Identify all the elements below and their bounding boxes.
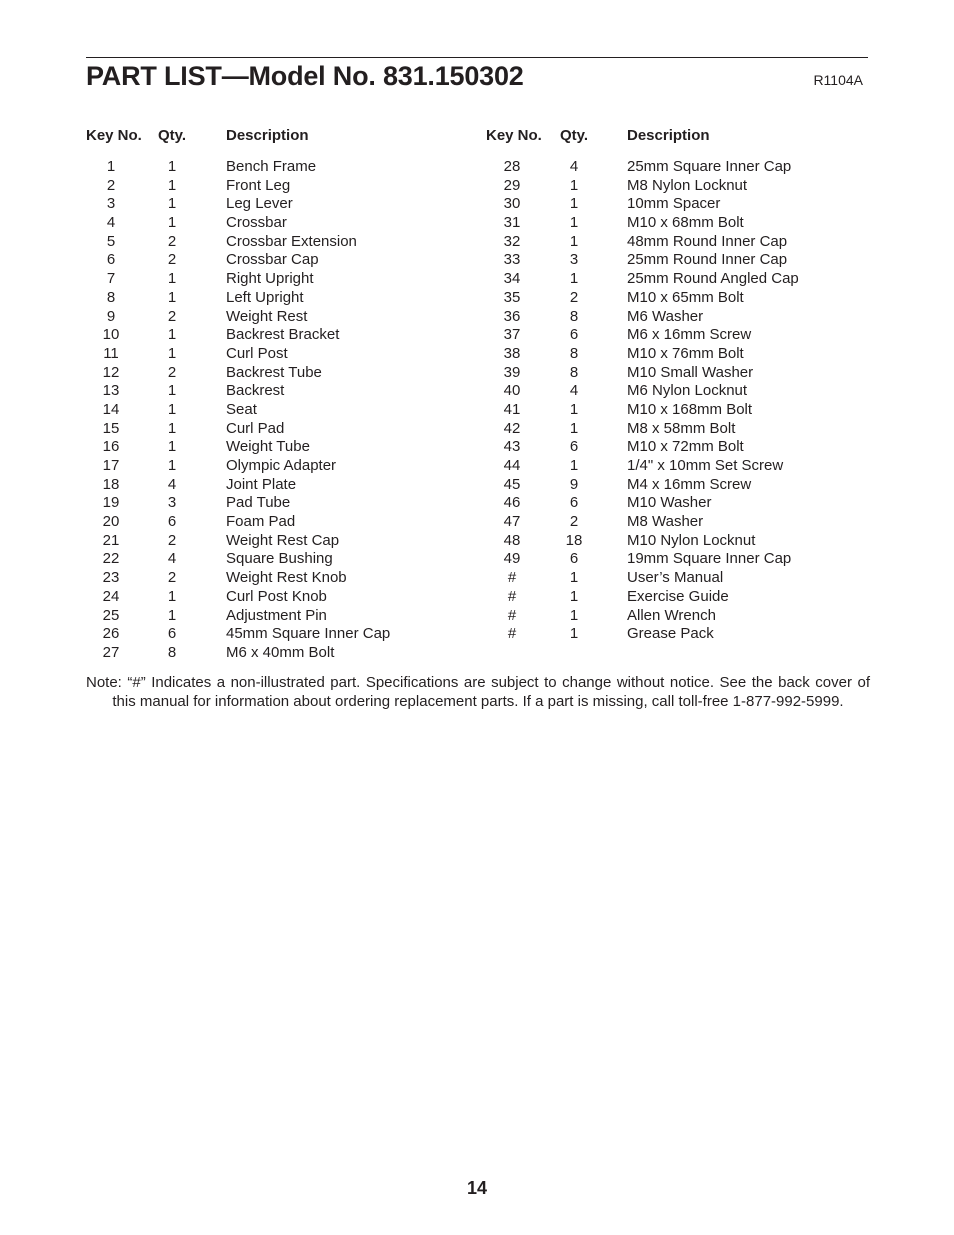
description-cell: M6 x 16mm Screw [627, 326, 752, 344]
description-cell: Joint Plate [226, 475, 297, 493]
description-cell: Adjustment Pin [226, 606, 327, 624]
qty-cell: 1 [167, 382, 177, 400]
key-no-cell: 49 [503, 550, 521, 568]
key-no-cell: 4 [106, 214, 116, 232]
description-cell: 25mm Round Inner Cap [627, 251, 788, 269]
description-cell: 19mm Square Inner Cap [627, 550, 792, 568]
table-row [86, 401, 466, 420]
key-no-cell: 14 [102, 400, 120, 418]
parts-table-left [86, 126, 466, 663]
description-cell: Seat [226, 400, 257, 418]
description-cell: 25mm Square Inner Cap [627, 158, 792, 175]
table-row [486, 588, 868, 607]
key-no-cell: 5 [106, 232, 116, 250]
qty-cell: 4 [167, 550, 177, 568]
key-no-cell: # [507, 606, 517, 624]
key-no-cell: 15 [102, 419, 120, 437]
table-row [86, 382, 466, 401]
qty-cell: 4 [569, 382, 579, 400]
key-no-cell: 22 [102, 550, 120, 568]
key-no-cell: 45 [503, 475, 521, 493]
key-no-cell: 8 [106, 288, 116, 306]
key-no-cell: 28 [503, 158, 521, 175]
qty-cell: 1 [167, 158, 177, 175]
qty-cell: 6 [569, 438, 579, 456]
table-row [486, 532, 868, 551]
description-cell: Bench Frame [226, 158, 317, 175]
footnote: Note: “#” Indicates a non-illustrated part. Specifications are subject to change without notice. See the back cover of this manual for information about ordering replacement parts. If a part is missing, call toll-free 1-877-992-5999. [86, 674, 870, 710]
description-header: Description [627, 127, 710, 144]
table-row [486, 289, 868, 308]
table-row [486, 308, 868, 327]
table-row [86, 308, 466, 327]
qty-cell: 1 [167, 587, 177, 605]
table-row [86, 569, 466, 588]
qty-cell: 8 [167, 643, 177, 661]
qty-cell: 6 [167, 513, 177, 531]
description-cell: M8 Washer [627, 513, 704, 531]
page-title: PART LIST—Model No. 831.150302 [86, 61, 524, 91]
key-no-cell: 43 [503, 438, 521, 456]
qty-cell: 6 [167, 625, 177, 643]
qty-cell: 1 [167, 326, 177, 344]
description-cell: 45mm Square Inner Cap [226, 625, 391, 643]
table-body [486, 158, 868, 644]
key-no-cell: 2 [106, 176, 116, 194]
key-no-cell: 44 [503, 457, 521, 474]
qty-cell: 1 [569, 176, 579, 194]
key-no-cell: 32 [503, 232, 521, 250]
table-row [486, 607, 868, 626]
table-row [486, 401, 868, 420]
key-no-cell: 36 [503, 307, 521, 325]
key-no-cell: 1 [106, 158, 116, 175]
description-cell: M8 x 58mm Bolt [627, 419, 736, 437]
description-cell: Foam Pad [226, 513, 296, 531]
table-row [86, 550, 466, 569]
qty-cell: 2 [167, 531, 177, 549]
qty-cell: 1 [167, 214, 177, 232]
description-cell: Backrest [226, 382, 285, 400]
description-cell: Grease Pack [627, 625, 714, 643]
table-row [486, 364, 868, 383]
qty-cell: 1 [569, 625, 579, 643]
qty-cell: 18 [565, 531, 583, 549]
description-cell: M4 x 16mm Screw [627, 475, 752, 493]
key-no-cell: # [507, 569, 517, 587]
qty-header: Qty. [158, 127, 187, 144]
description-cell: User’s Manual [627, 569, 724, 587]
key-no-cell: 33 [503, 251, 521, 269]
qty-cell: 1 [167, 344, 177, 362]
table-row [486, 550, 868, 569]
key-no-cell: 34 [503, 270, 521, 288]
table-row [86, 158, 466, 177]
document-code: R1104A [813, 72, 863, 88]
qty-cell: 1 [167, 195, 177, 213]
description-cell: M6 Washer [627, 307, 704, 325]
table-row [86, 233, 466, 252]
qty-cell: 6 [569, 494, 579, 512]
key-no-cell: # [507, 587, 517, 605]
table-row [86, 420, 466, 439]
table-row [86, 270, 466, 289]
description-cell: 1/4" x 10mm Set Screw [627, 457, 784, 474]
description-cell: M10 Small Washer [627, 363, 754, 381]
table-row [486, 345, 868, 364]
qty-cell: 2 [167, 569, 177, 587]
table-row [86, 494, 466, 513]
key-no-cell: 12 [102, 363, 120, 381]
table-row [486, 233, 868, 252]
description-cell: M6 x 40mm Bolt [226, 643, 335, 661]
key-no-cell: 40 [503, 382, 521, 400]
key-no-cell: 9 [106, 307, 116, 325]
description-cell: Curl Pad [226, 419, 285, 437]
table-row [86, 345, 466, 364]
description-cell: Pad Tube [226, 494, 291, 512]
table-row [86, 214, 466, 233]
table-row [86, 513, 466, 532]
qty-cell: 6 [569, 326, 579, 344]
parts-table-right [486, 126, 868, 644]
key-no-cell: 7 [106, 270, 116, 288]
table-row [86, 588, 466, 607]
table-row [486, 420, 868, 439]
key-no-cell: 6 [106, 251, 116, 269]
table-row [86, 607, 466, 626]
qty-header: Qty. [560, 127, 589, 144]
qty-cell: 1 [167, 400, 177, 418]
description-cell: M6 Nylon Locknut [627, 382, 748, 400]
table-header [486, 126, 868, 158]
description-cell: Left Upright [226, 288, 304, 306]
key-no-cell: 27 [102, 643, 120, 661]
qty-cell: 8 [569, 307, 579, 325]
qty-cell: 4 [569, 158, 579, 175]
qty-cell: 6 [569, 550, 579, 568]
table-row [486, 270, 868, 289]
key-no-cell: 48 [503, 531, 521, 549]
qty-cell: 1 [167, 270, 177, 288]
description-cell: Crossbar Cap [226, 251, 319, 269]
qty-cell: 1 [167, 419, 177, 437]
key-no-cell: 30 [503, 195, 521, 213]
description-cell: Crossbar Extension [226, 232, 357, 250]
qty-cell: 1 [569, 195, 579, 213]
description-cell: Weight Rest [226, 307, 308, 325]
table-row [86, 289, 466, 308]
table-row [486, 438, 868, 457]
description-header: Description [226, 127, 309, 144]
qty-cell: 2 [167, 232, 177, 250]
description-cell: Backrest Bracket [226, 326, 340, 344]
key-no-cell: 16 [102, 438, 120, 456]
description-cell: M10 x 68mm Bolt [627, 214, 744, 232]
table-row [86, 326, 466, 345]
table-row [486, 513, 868, 532]
table-row [486, 195, 868, 214]
qty-cell: 1 [167, 606, 177, 624]
table-row [486, 214, 868, 233]
key-no-cell: 42 [503, 419, 521, 437]
description-cell: Weight Rest Cap [226, 531, 340, 549]
qty-cell: 4 [167, 475, 177, 493]
description-cell: 48mm Round Inner Cap [627, 232, 788, 250]
key-no-cell: 29 [503, 176, 521, 194]
key-no-cell: 13 [102, 382, 120, 400]
key-no-cell: 26 [102, 625, 120, 643]
key-no-cell: 25 [102, 606, 120, 624]
description-cell: Olympic Adapter [226, 457, 337, 474]
qty-cell: 8 [569, 363, 579, 381]
key-no-cell: 41 [503, 400, 521, 418]
description-cell: M10 Washer [627, 494, 712, 512]
description-cell: M10 x 168mm Bolt [627, 400, 753, 418]
description-cell: M10 x 65mm Bolt [627, 288, 744, 306]
qty-cell: 1 [569, 587, 579, 605]
qty-cell: 1 [569, 419, 579, 437]
description-cell: Weight Rest Knob [226, 569, 347, 587]
table-row [486, 476, 868, 495]
qty-cell: 8 [569, 344, 579, 362]
table-header [86, 126, 466, 158]
description-cell: Right Upright [226, 270, 314, 288]
table-row [86, 625, 466, 644]
qty-cell: 1 [569, 457, 579, 474]
table-row [86, 457, 466, 476]
key-no-cell: # [507, 625, 517, 643]
description-cell: M10 Nylon Locknut [627, 531, 756, 549]
qty-cell: 1 [167, 457, 177, 474]
table-row [486, 158, 868, 177]
description-cell: Square Bushing [226, 550, 333, 568]
key-no-cell: 21 [102, 531, 120, 549]
qty-cell: 1 [167, 176, 177, 194]
key-no-cell: 23 [102, 569, 120, 587]
qty-cell: 2 [167, 307, 177, 325]
qty-cell: 9 [569, 475, 579, 493]
description-cell: M10 x 72mm Bolt [627, 438, 744, 456]
table-row [486, 494, 868, 513]
key-no-cell: 17 [102, 457, 120, 474]
key-no-cell: 20 [102, 513, 120, 531]
qty-cell: 1 [167, 288, 177, 306]
table-row [86, 476, 466, 495]
qty-cell: 1 [569, 569, 579, 587]
table-row [486, 382, 868, 401]
key-no-cell: 19 [102, 494, 120, 512]
qty-cell: 3 [569, 251, 579, 269]
table-row [86, 177, 466, 196]
description-cell: 25mm Round Angled Cap [627, 270, 799, 288]
qty-cell: 1 [569, 606, 579, 624]
key-no-cell: 31 [503, 214, 521, 232]
key-no-cell: 47 [503, 513, 521, 531]
table-row [486, 569, 868, 588]
description-cell: M10 x 76mm Bolt [627, 344, 744, 362]
description-cell: Front Leg [226, 176, 291, 194]
qty-cell: 1 [569, 270, 579, 288]
key-no-cell: 10 [102, 326, 120, 344]
qty-cell: 2 [569, 513, 579, 531]
table-row [486, 457, 868, 476]
table-row [486, 177, 868, 196]
qty-cell: 1 [569, 214, 579, 232]
table-body [86, 158, 466, 663]
key-no-cell: 37 [503, 326, 521, 344]
table-row [86, 532, 466, 551]
top-rule [86, 57, 868, 58]
qty-cell: 2 [569, 288, 579, 306]
key-no-cell: 35 [503, 288, 521, 306]
qty-cell: 1 [569, 232, 579, 250]
description-cell: Exercise Guide [627, 587, 729, 605]
qty-cell: 1 [569, 400, 579, 418]
description-cell: Crossbar [226, 214, 287, 232]
table-row [486, 625, 868, 644]
table-row [86, 195, 466, 214]
table-row [86, 438, 466, 457]
description-cell: Allen Wrench [627, 606, 716, 624]
key-no-cell: 39 [503, 363, 521, 381]
key-no-cell: 38 [503, 344, 521, 362]
description-cell: Curl Post Knob [226, 587, 327, 605]
qty-cell: 3 [167, 494, 177, 512]
qty-cell: 2 [167, 251, 177, 269]
qty-cell: 2 [167, 363, 177, 381]
key-no-cell: 24 [102, 587, 120, 605]
key-no-cell: 11 [103, 344, 119, 362]
table-row [486, 251, 868, 270]
description-cell: Weight Tube [226, 438, 310, 456]
qty-cell: 1 [167, 438, 177, 456]
key-no-cell: 18 [102, 475, 120, 493]
table-row [86, 364, 466, 383]
key-no-header: Key No. [486, 127, 542, 144]
table-row [86, 644, 466, 663]
table-row [486, 326, 868, 345]
description-cell: M8 Nylon Locknut [627, 176, 748, 194]
table-row [86, 251, 466, 270]
description-cell: Curl Post [226, 344, 288, 362]
description-cell: 10mm Spacer [627, 195, 721, 213]
key-no-cell: 46 [503, 494, 521, 512]
key-no-header: Key No. [86, 127, 142, 144]
description-cell: Backrest Tube [226, 363, 322, 381]
description-cell: Leg Lever [226, 195, 293, 213]
page-number: 14 [466, 1178, 488, 1198]
key-no-cell: 3 [106, 195, 116, 213]
